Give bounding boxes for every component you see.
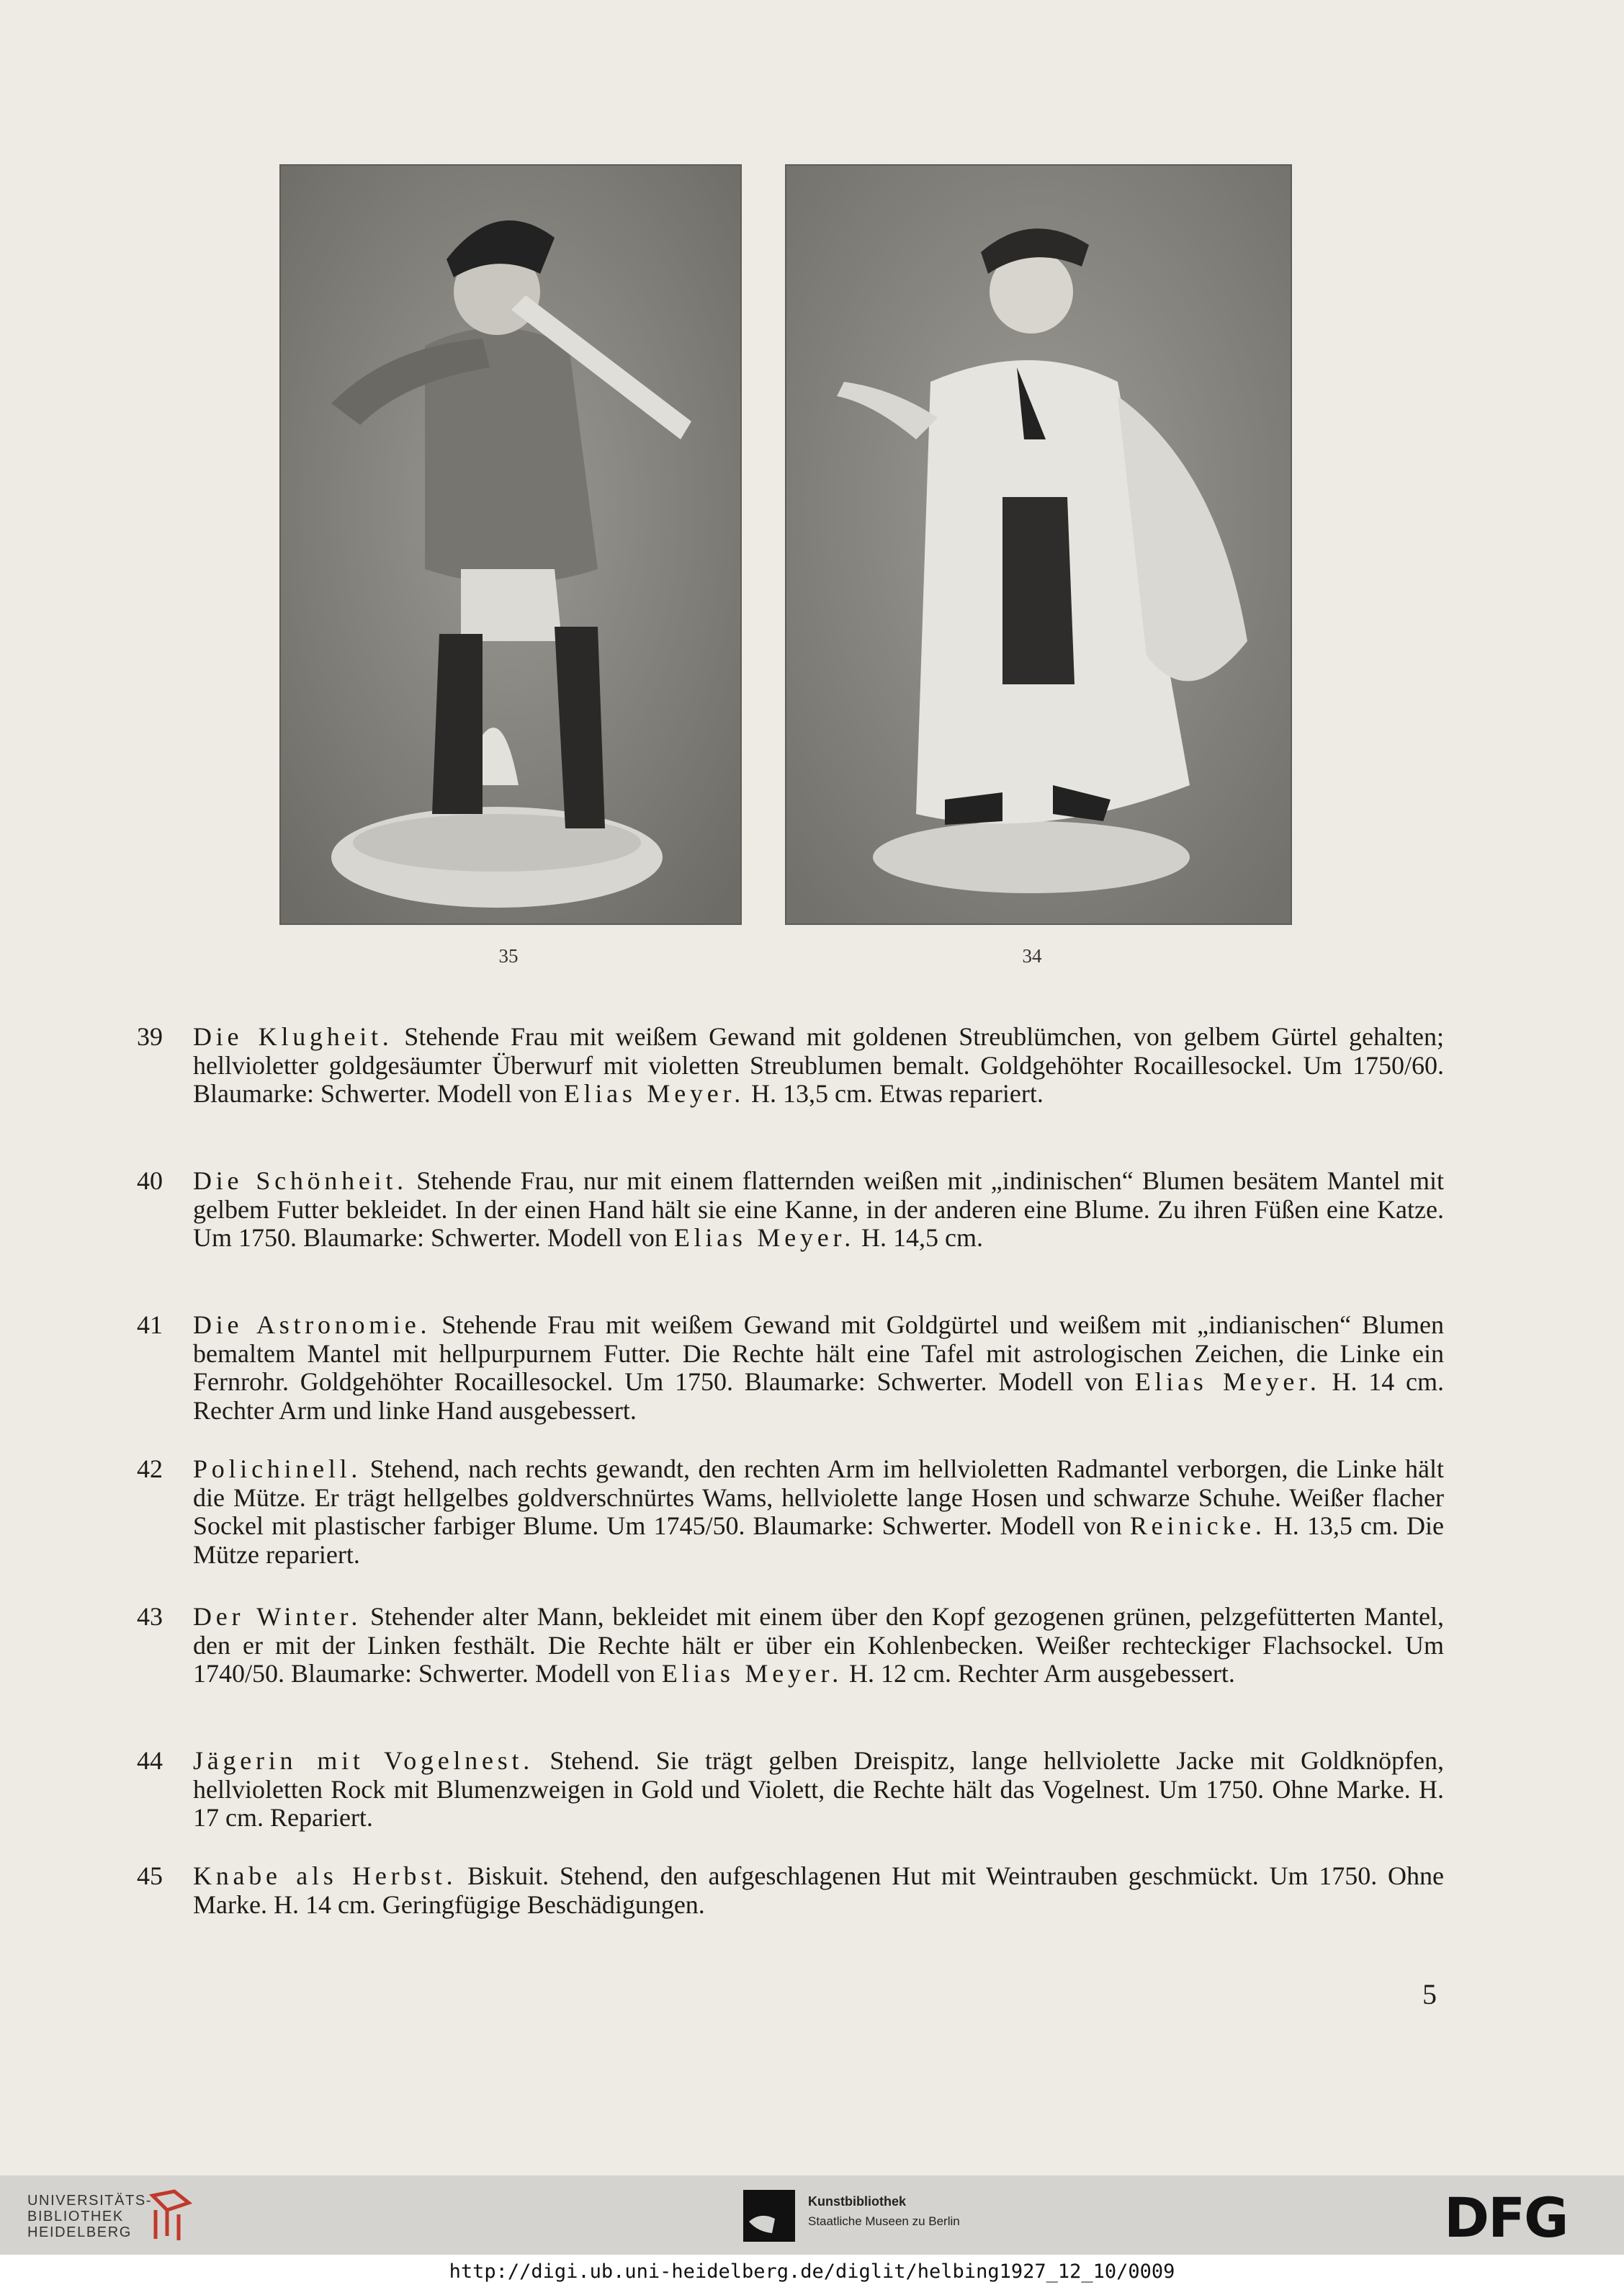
figure-caption-35: 35: [498, 945, 519, 967]
entry-number: 39: [137, 1022, 163, 1051]
coat-figurine-image: [786, 166, 1291, 923]
entry-modeller: Elias Meyer.: [1134, 1367, 1321, 1396]
library-name-line-1: UNIVERSITÄTS-: [27, 2193, 153, 2209]
entry-description: Stehend. Sie trägt gelben Dreispitz, lange hellviolette Jacke mit Goldknöpfen, hellvioletten Rock mit Blumenzweigen in Gold und Violett, die Rechte hält das Vogelnest. Um 1750. Ohne Marke. H. 17 cm. Repariert.: [193, 1746, 1444, 1832]
entry-title: Polichinell.: [193, 1454, 362, 1483]
source-url-link[interactable]: http://digi.ub.uni-heidelberg.de/diglit/helbing1927_12_10/0009: [449, 2260, 1175, 2283]
entry-title: Die Astronomie.: [193, 1310, 431, 1339]
kunstbibliothek-title: Kunstbibliothek: [808, 2194, 906, 2209]
entry-description-end: H. 14 cm. Rechter Arm und linke Hand ausgebessert.: [193, 1367, 1444, 1425]
entry-number: 40: [137, 1166, 163, 1195]
entry-title: Die Klugheit.: [193, 1022, 393, 1051]
entry-title: Knabe als Herbst.: [193, 1861, 457, 1890]
entry-description-end: H. 14,5 cm.: [854, 1223, 983, 1252]
entry-description: Stehend, nach rechts gewandt, den rechten Arm im hellvioletten Radmantel verborgen, die Linke hält die Mütze. Er trägt hellgelbes goldverschnürtes Wams, hellviolette lange Hosen und schwarze Schuhe. Weißer flacher Sockel mit plastischer farbiger Blume. Um 1745/50. Blaumarke: Schwerter. Modell von: [193, 1454, 1444, 1540]
entry-description: Stehende Frau mit weißem Gewand mit goldenen Streublümchen, von gelbem Gürtel gehalten; hellvioletter goldgesäumter Überwurf mit violetten Streublumen bemalt. Goldgehöhter Rocaillesockel. Um 1750/60. Blaumarke: Schwerter. Modell von: [193, 1022, 1444, 1108]
hunter-figurine-image: [281, 166, 740, 923]
entry-text: [193, 1603, 1444, 1689]
figure-photo-35: [279, 164, 742, 925]
entry-modeller: Elias Meyer.: [563, 1079, 745, 1108]
entry-modeller: Reinicke.: [1129, 1511, 1266, 1540]
footer-bar: [0, 2175, 1624, 2255]
figure-caption-34: 34: [1022, 945, 1042, 967]
entry-number: 45: [137, 1861, 163, 1890]
entry-text: [193, 1023, 1444, 1109]
entry-text: [193, 1455, 1444, 1569]
entry-description-end: H. 12 cm. Rechter Arm ausgebessert.: [842, 1659, 1235, 1688]
entry-title: Die Schönheit.: [193, 1166, 408, 1195]
entry-modeller: Elias Meyer.: [661, 1659, 843, 1688]
entry-text: [193, 1167, 1444, 1253]
entry-description: Stehender alter Mann, bekleidet mit einem über den Kopf gezogenen grünen, pelzgefütterten Mantel, den er mit der Linken festhält. Die Rechte hält er über ein Kohlenbecken. Weißer rechteckiger Flachsockel. Um 1740/50. Blaumarke: Schwerter. Modell von: [193, 1602, 1444, 1688]
kunstbibliothek-logo-icon[interactable]: [743, 2190, 795, 2242]
entry-text: [193, 1862, 1444, 1919]
entry-description-end: H. 13,5 cm. Die Mütze repariert.: [193, 1511, 1444, 1569]
figure-photo-34: [785, 164, 1292, 925]
entry-number: 44: [137, 1746, 163, 1775]
kunstbibliothek-subtitle: Staatliche Museen zu Berlin: [808, 2214, 960, 2228]
page-number: 5: [1422, 1978, 1437, 2011]
entry-number: 42: [137, 1454, 163, 1483]
dfg-logo-icon[interactable]: DFG: [1444, 2186, 1568, 2250]
library-name-line-3: HEIDELBERG: [27, 2224, 132, 2240]
entry-number: 41: [137, 1310, 163, 1339]
entry-description: Biskuit. Stehend, den aufgeschlagenen Hut mit Weintrauben geschmückt. Um 1750. Ohne Marke. H. 14 cm. Geringfügige Beschädigungen.: [193, 1861, 1445, 1919]
entry-description-end: H. 13,5 cm. Etwas repariert.: [744, 1079, 1044, 1108]
entry-description: Stehende Frau, nur mit einem flatternden weißen mit „indinischen“ Blumen besätem Mantel mit gelbem Futter bekleidet. In der einen Hand hält sie eine Kanne, in der anderen eine Blume. Zu ihren Füßen eine Katze. Um 1750. Blaumarke: Schwerter. Modell von: [193, 1166, 1444, 1252]
entry-title: Jägerin mit Vogelnest.: [193, 1746, 534, 1775]
entry-text: [193, 1747, 1444, 1833]
heidelberg-seal-icon[interactable]: [145, 2188, 197, 2243]
entry-text: [193, 1311, 1444, 1425]
entry-number: 43: [137, 1602, 163, 1631]
library-name-line-2: BIBLIOTHEK: [27, 2209, 124, 2224]
entry-modeller: Elias Meyer.: [673, 1223, 855, 1252]
entry-title: Der Winter.: [193, 1602, 362, 1631]
entry-description: Stehende Frau mit weißem Gewand mit Goldgürtel und weißem mit „indianischen“ Blumen bemaltem Mantel mit hellpurpurnem Futter. Die Rechte hält eine Tafel mit astrologischen Zeichen, die Linke ein Fernrohr. Goldgehöhter Rocaillesockel. Um 1750. Blaumarke: Schwerter. Modell von: [193, 1310, 1444, 1396]
